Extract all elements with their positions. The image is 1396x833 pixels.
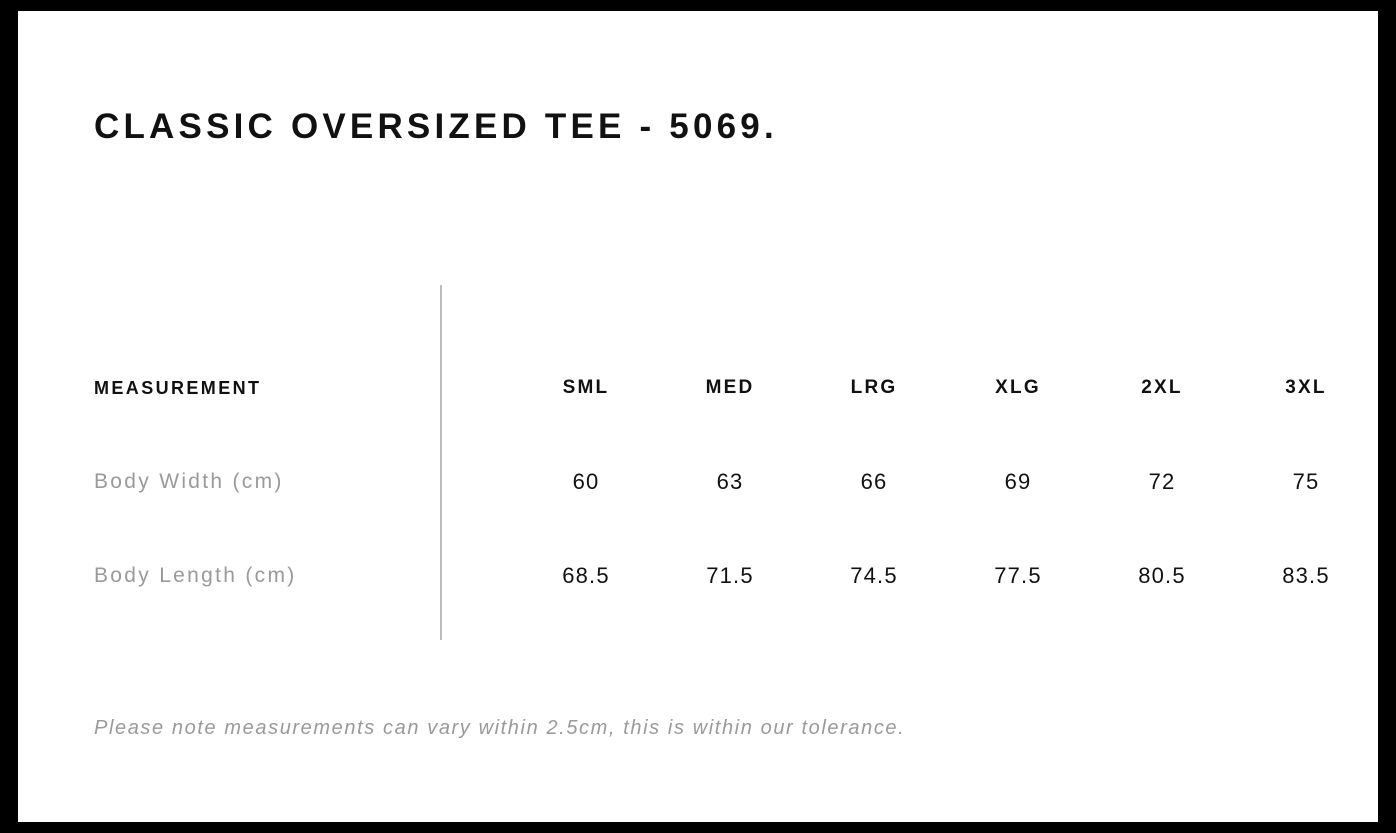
table-cell: 63 bbox=[716, 469, 744, 494]
table-cell: 68.5 bbox=[562, 563, 610, 588]
table-header-row bbox=[94, 341, 1378, 435]
table-cell: 72 bbox=[1148, 469, 1176, 494]
size-chart-table bbox=[94, 341, 1378, 623]
table-cell: 77.5 bbox=[994, 563, 1042, 588]
table-row bbox=[94, 529, 1378, 623]
column-header-size: LRG bbox=[850, 377, 898, 398]
row-label: Body Length (cm) bbox=[94, 564, 297, 587]
document-page bbox=[18, 11, 1378, 822]
column-header-measurement: MEASUREMENT bbox=[94, 377, 262, 398]
column-header-size: SML bbox=[562, 377, 610, 398]
table-cell: 83.5 bbox=[1282, 563, 1330, 588]
tolerance-note: Please note measurements can vary within 2.5cm, this is within our tolerance. bbox=[94, 717, 906, 739]
page-title: CLASSIC OVERSIZED TEE - 5069. bbox=[94, 107, 778, 146]
table-cell: 66 bbox=[860, 469, 888, 494]
table-cell: 60 bbox=[572, 469, 600, 494]
table-cell: 71.5 bbox=[706, 563, 754, 588]
column-header-size: 3XL bbox=[1285, 377, 1327, 398]
table-row bbox=[94, 435, 1378, 529]
column-header-size: 2XL bbox=[1141, 377, 1183, 398]
row-label: Body Width (cm) bbox=[94, 470, 284, 493]
table-cell: 74.5 bbox=[850, 563, 898, 588]
column-header-size: MED bbox=[705, 377, 755, 398]
table-cell: 75 bbox=[1292, 469, 1320, 494]
table-cell: 80.5 bbox=[1138, 563, 1186, 588]
table-cell: 69 bbox=[1004, 469, 1032, 494]
column-header-size: XLG bbox=[995, 377, 1041, 398]
